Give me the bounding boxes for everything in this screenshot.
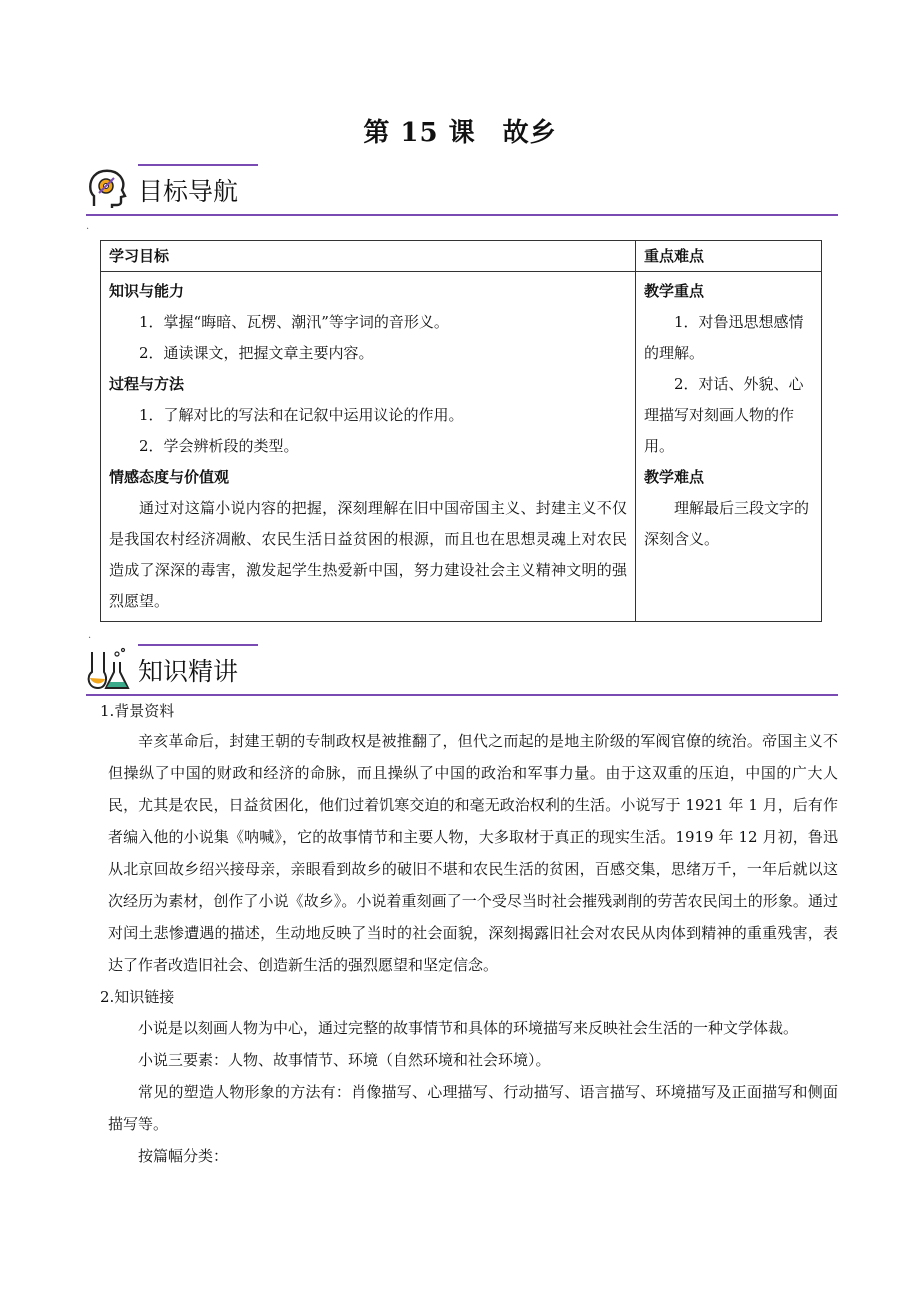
links-heading: 2.知识链接	[100, 988, 175, 1006]
key-heading: 教学重点	[644, 282, 705, 300]
page-title: 第 15 课 故乡	[363, 118, 557, 148]
links-paragraph: 常见的塑造人物形象的方法有：肖像描写、心理描写、行动描写、语言描写、环境描写及正面描写和侧面描写等。	[108, 1083, 838, 1133]
key-item: 2．对话、外貌、心理描写对刻画人物的作用。	[644, 375, 804, 455]
goal-item: 2．通读课文，把握文章主要内容。	[139, 344, 374, 362]
goal-item: 1．掌握“晦暗、瓦楞、潮汛”等字词的音形义。	[139, 313, 449, 331]
section-title: 目标导航	[138, 177, 239, 206]
learning-goals-cell	[101, 272, 636, 622]
background-heading: 1.背景资料	[100, 702, 175, 720]
key-item: 1．对鲁迅思想感情的理解。	[644, 313, 804, 362]
key-paragraph: 理解最后三段文字的深刻含义。	[644, 499, 810, 548]
key-points-cell	[636, 272, 822, 622]
section-header-knowledge	[86, 640, 838, 696]
section-rule	[86, 214, 838, 216]
goals-table	[100, 240, 822, 622]
header-top-rule	[138, 644, 258, 646]
header-top-rule	[138, 164, 258, 166]
header-key-points: 重点难点	[636, 241, 822, 272]
goal-item: 2．学会辨析段的类型。	[139, 437, 299, 455]
paragraph-mark: ·	[88, 633, 92, 644]
section-header-goals	[86, 160, 838, 216]
section-title: 知识精讲	[138, 657, 239, 686]
section-rule	[86, 694, 838, 696]
goal-paragraph: 通过对这篇小说内容的把握，深刻理解在旧中国帝国主义、封建主义不仅是我国农村经济凋敝、农民生活日益贫困的根源，而且也在思想灵魂上对农民造成了深深的毒害，激发起学生热爱新中国，努力建设社会主义精神文明的强烈愿望。	[109, 499, 627, 610]
links-paragraph: 小说三要素：人物、故事情节、环境（自然环境和社会环境）。	[138, 1051, 551, 1069]
background-section	[108, 725, 838, 981]
key-heading: 教学难点	[644, 468, 705, 486]
flask-icon	[86, 646, 130, 690]
goal-heading: 情感态度与价值观	[109, 468, 230, 486]
goal-heading: 过程与方法	[109, 375, 185, 393]
goal-heading: 知识与能力	[109, 282, 185, 300]
links-paragraph: 按篇幅分类：	[138, 1147, 229, 1165]
header-learning-goals: 学习目标	[101, 241, 636, 272]
head-gear-icon	[86, 166, 130, 210]
links-section	[108, 1012, 838, 1172]
links-paragraph: 小说是以刻画人物为中心，通过完整的故事情节和具体的环境描写来反映社会生活的一种文学体裁。	[138, 1019, 799, 1037]
goal-item: 1．了解对比的写法和在记叙中运用议论的作用。	[139, 406, 464, 424]
paragraph-mark: ·	[86, 224, 90, 235]
background-paragraph: 辛亥革命后，封建王朝的专制政权是被推翻了，但代之而起的是地主阶级的军阀官僚的统治。帝国主义不但操纵了中国的财政和经济的命脉，而且操纵了中国的政治和军事力量。由于这双重的压迫，中国的广大人民，尤其是农民，日益贫困化，他们过着饥寒交迫的和毫无政治权利的生活。小说写于 1921 年 1 月，后有作者编入他的小说集《呐喊》，它的故事情节和主要人物，大多取材于真正的现实生活。1919 年 12 月初，鲁迅从北京回故乡绍兴接母亲，亲眼看到故乡的破旧不堪和农民生活的贫困，百感交集，思绪万千，一年后就以这次经历为素材，创作了小说《故乡》。小说着重刻画了一个受尽当时社会摧残剥削的劳苦农民闰土的形象。通过对闰土悲惨遭遇的描述，生动地反映了当时的社会面貌，深刻揭露旧社会对农民从肉体到精神的重重残害，表达了作者改造旧社会、创造新生活的强烈愿望和坚定信念。	[108, 732, 838, 974]
